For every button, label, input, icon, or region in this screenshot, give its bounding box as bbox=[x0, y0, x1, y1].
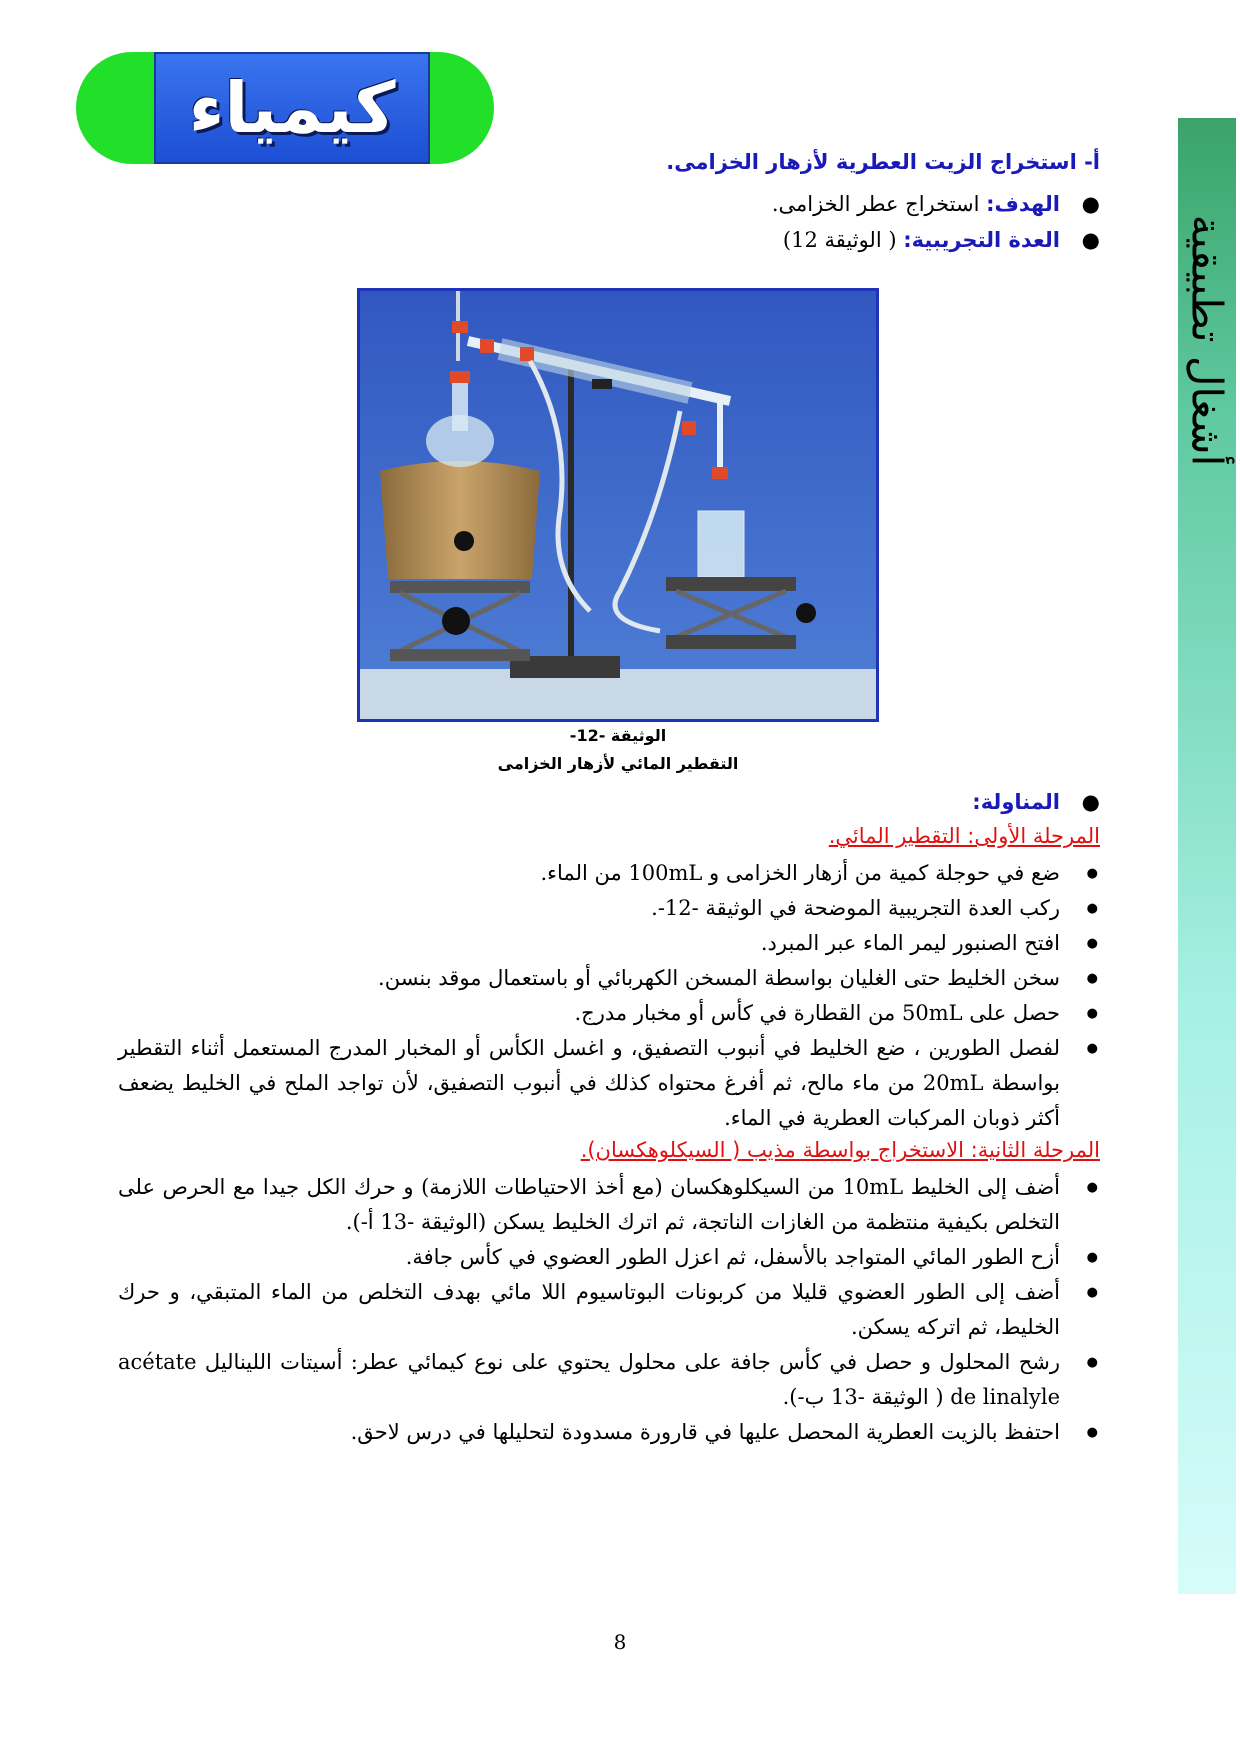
list-item: ● أزح الطور المائي المتواجد بالأسفل، ثم اعزل الطور العضوي في كأس جافة. bbox=[118, 1240, 1100, 1275]
list-item: ● ركب العدة التجريبية الموضحة في الوثيقة -12-. bbox=[118, 891, 1100, 926]
list-item: ● سخن الخليط حتى الغليان بواسطة المسخن الكهربائي أو باستعمال موقد بنسن. bbox=[118, 961, 1100, 996]
stage2-list bbox=[118, 1170, 1100, 1450]
goal-label: الهدف: bbox=[986, 192, 1060, 216]
list-item: ● أضف إلى الطور العضوي قليلا من كربونات البوتاسيوم اللا مائي بهدف التخلص من الماء المتبقي، و حرك الخليط، ثم اتركه يسكن. bbox=[118, 1275, 1100, 1345]
bullet-dot: ● bbox=[1081, 790, 1100, 814]
goal-bullet bbox=[100, 192, 1100, 222]
page-number: 8 bbox=[613, 1630, 627, 1654]
goal-text: استخراج عطر الخزامى. bbox=[771, 192, 987, 216]
distillation-apparatus-illustration bbox=[360, 291, 876, 719]
list-item: ● أضف إلى الخليط 10mL من السيكلوهكسان (مع أخذ الاحتياطات اللازمة) و حرك الكل جيدا مع الحرص على التخلص بكيفية منتظمة من الغازات الناتجة، ثم اترك الخليط يسكن (الوثيقة -13 أ-). bbox=[118, 1170, 1100, 1240]
bullet-dot: ● bbox=[1081, 228, 1100, 252]
list-item: ● احتفظ بالزيت العطرية المحصل عليها في قارورة مسدودة لتحليلها في درس لاحق. bbox=[118, 1415, 1100, 1450]
procedure-bullet bbox=[100, 790, 1100, 820]
header-badge bbox=[154, 52, 430, 164]
list-item: ● ضع في حوجلة كمية من أزهار الخزامى و 100mL من الماء. bbox=[118, 856, 1100, 891]
procedure-label: المناولة: bbox=[972, 790, 1060, 814]
list-item: ● حصل على 50mL من القطارة في كأس أو مخبار مدرج. bbox=[118, 996, 1100, 1031]
side-label: أشغال تطبيقية bbox=[1182, 214, 1232, 466]
setup-bullet bbox=[100, 228, 1100, 258]
section-title: أ- استخراج الزيت العطرية لأزهار الخزامى. bbox=[666, 150, 1100, 174]
badge-title: كيمياء bbox=[188, 67, 396, 149]
list-item: ● رشح المحلول و حصل في كأس جافة على محلول يحتوي على نوع كيمائي عطر: أسيتات الليناليل acétate de linalyle ( الوثيقة -13 ب-). bbox=[118, 1345, 1100, 1415]
list-item: ● افتح الصنبور ليمر الماء عبر المبرد. bbox=[118, 926, 1100, 961]
stage1-heading: المرحلة الأولى: التقطير المائي. bbox=[828, 824, 1100, 848]
setup-text: ( الوثيقة 12) bbox=[782, 228, 904, 252]
figure-caption: التقطير المائي لأزهار الخزامى bbox=[497, 754, 739, 773]
list-item: ● لفصل الطورين ، ضع الخليط في أنبوب التصفيق، و اغسل الكأس أو المخبار المدرج المستعمل أثناء التقطير بواسطة 20mL من ماء مالح، ثم أفرغ محتواه كذلك في أنبوب التصفيق، لأن تواجد الملح في الخليط يضعف أكثر ذوبان المركبات العطرية في الماء. bbox=[118, 1031, 1100, 1136]
bullet-dot: ● bbox=[1081, 192, 1100, 216]
distillation-photo bbox=[357, 288, 879, 722]
figure-number: الوثيقة -12- bbox=[569, 726, 667, 745]
stage2-heading: المرحلة الثانية: الاستخراج بواسطة مذيب ( السيكلوهكسان). bbox=[580, 1138, 1100, 1162]
setup-label: العدة التجريبية: bbox=[903, 228, 1060, 252]
side-label-wrap bbox=[1180, 130, 1234, 550]
stage1-list bbox=[118, 856, 1100, 1136]
